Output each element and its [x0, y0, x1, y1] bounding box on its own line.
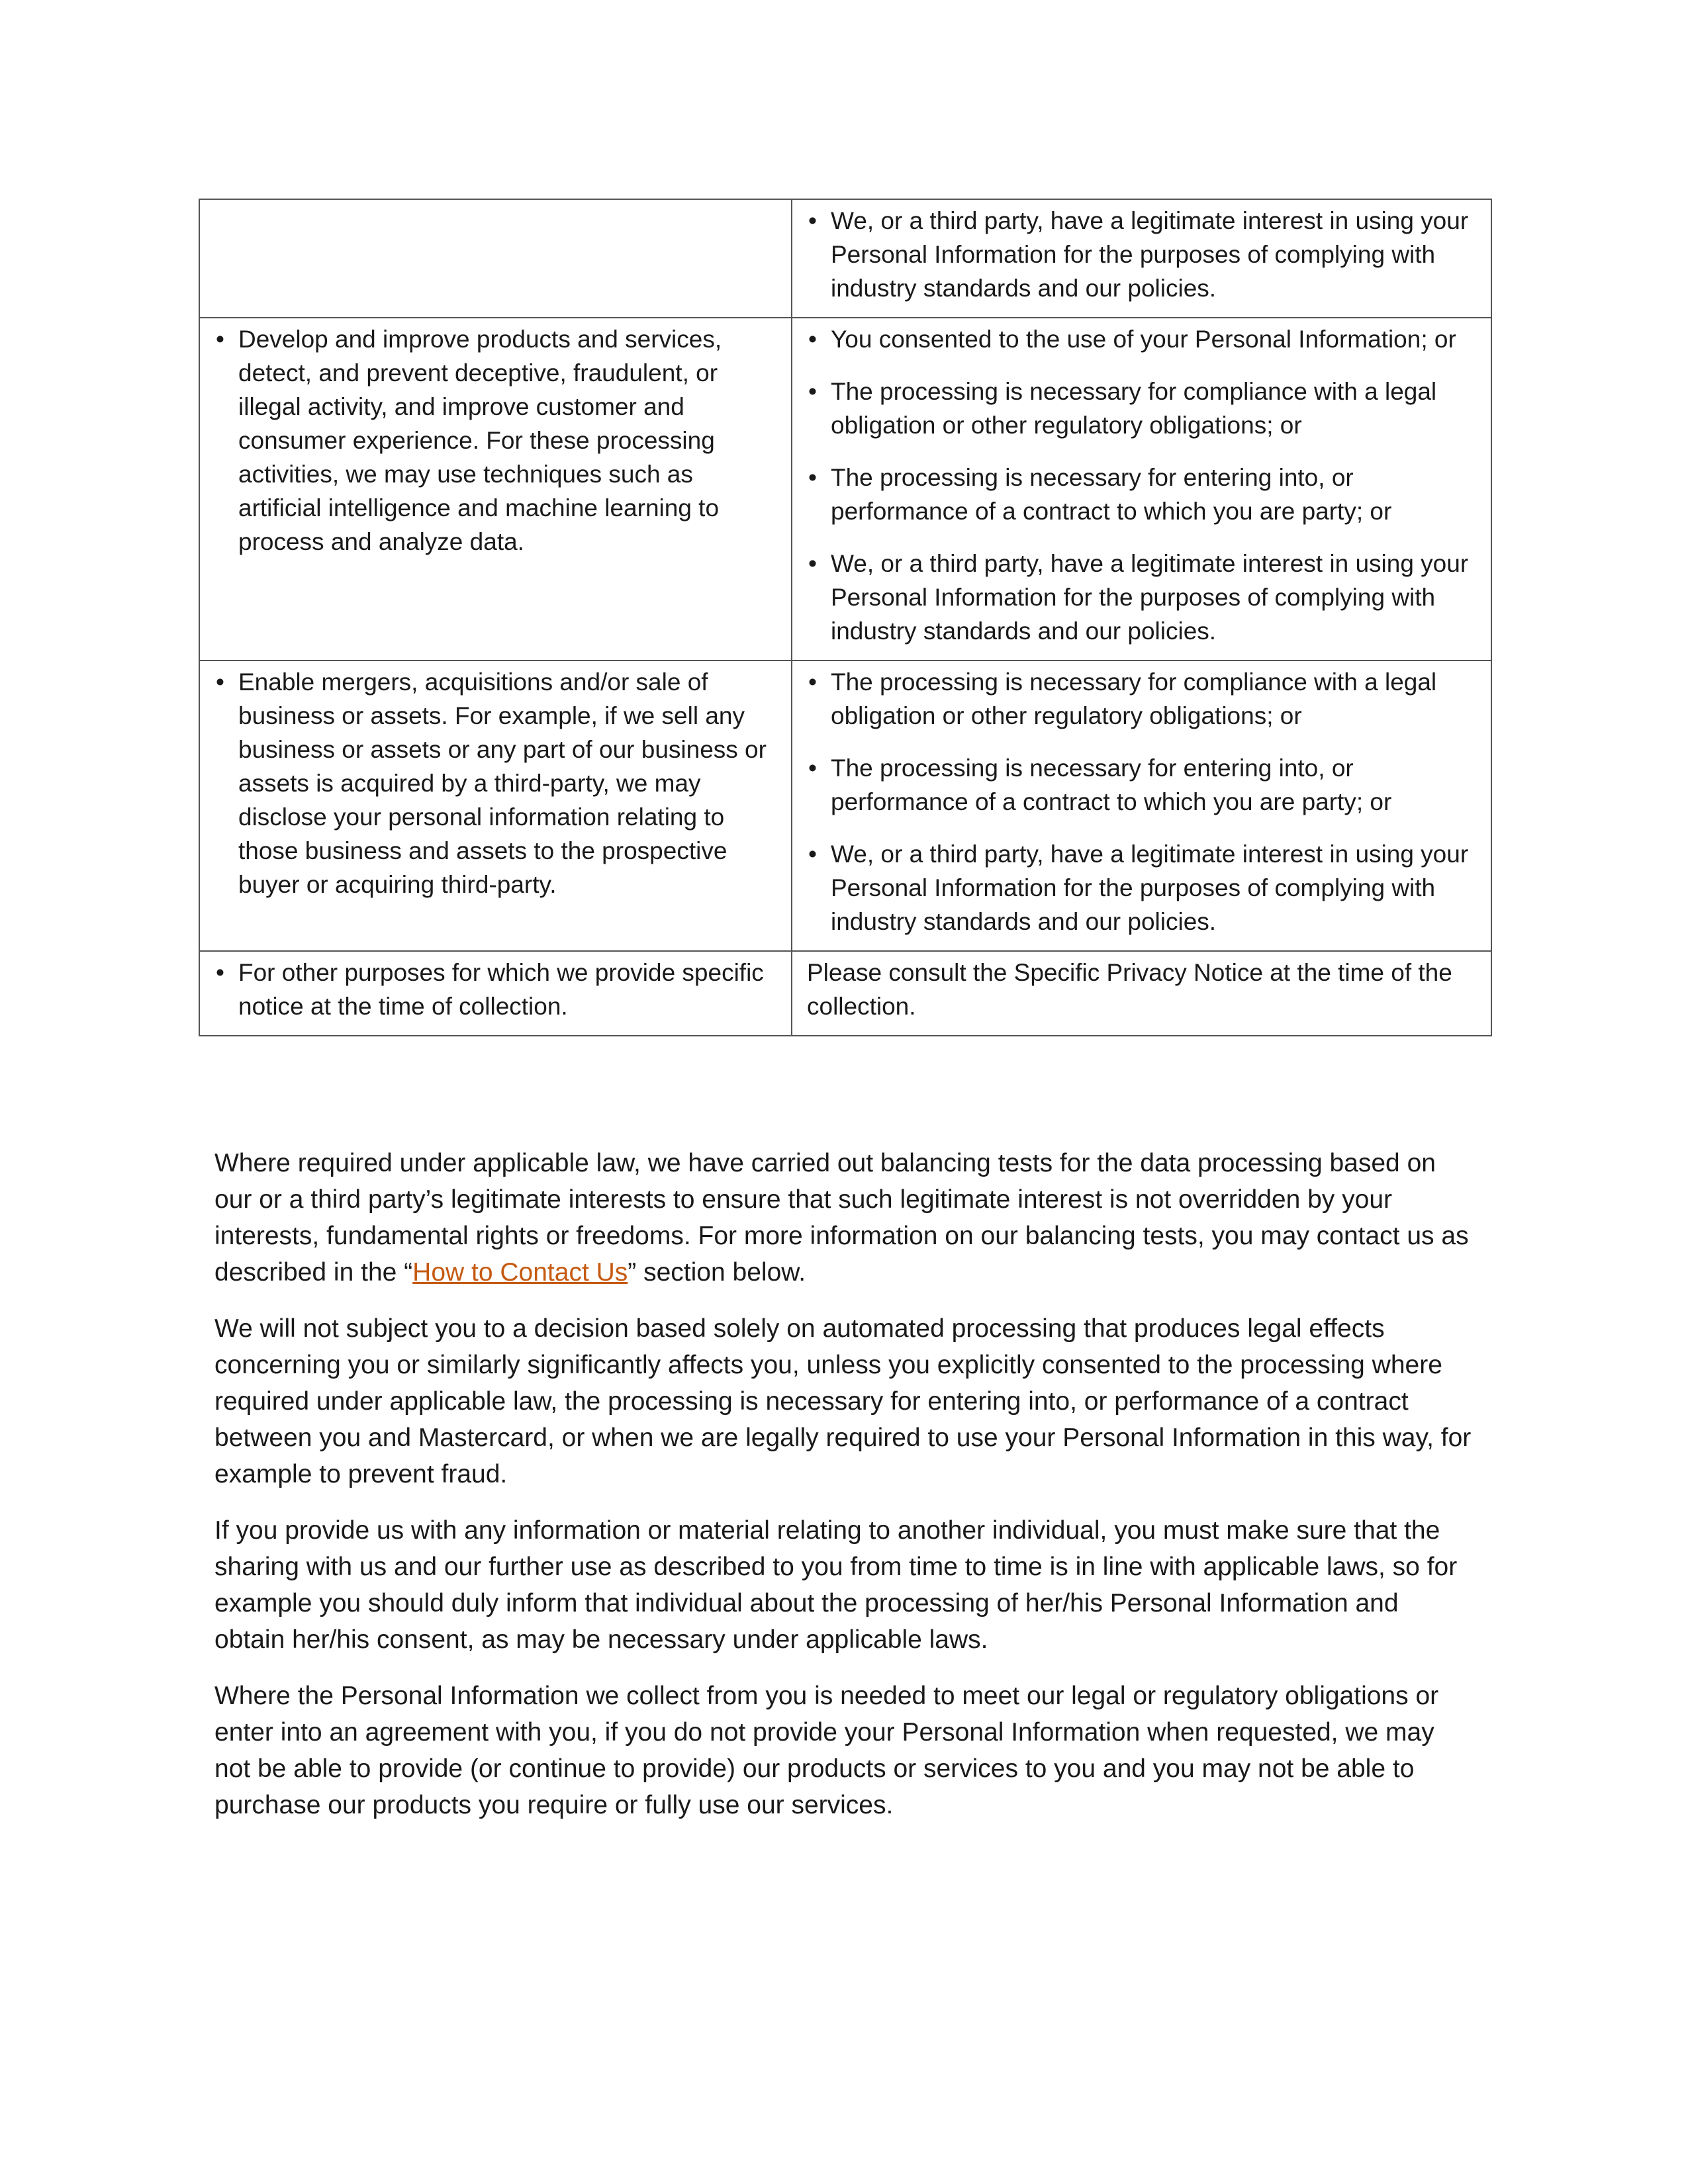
how-to-contact-us-link[interactable]: How to Contact Us: [412, 1258, 628, 1287]
table-cell-legal-basis: [792, 951, 1491, 1036]
list-item: [807, 837, 1476, 938]
table-cell-purpose: [199, 951, 792, 1036]
paragraph-balancing-tests: [214, 1145, 1472, 1291]
paragraph-required-information: Where the Personal Information we collect from you is needed to meet our legal or regulatory obligations or enter into an agreement with you, if you do not provide your Personal Information when requested, we may not be able to provide (or continue to provide) our products or services to you and you may not be able to purchase our products you require or fully use our services.: [214, 1682, 1439, 1819]
list-item-text: We, or a third party, have a legitimate interest in using your Personal Information for the purposes of complying with industry standards and our policies.: [831, 207, 1469, 302]
legal-basis-list: [807, 204, 1476, 305]
list-item-text: The processing is necessary for compliance with a legal obligation or other regulatory obligations; or: [831, 378, 1437, 439]
bullet-icon: •: [808, 378, 817, 405]
table-cell-purpose: [199, 660, 792, 951]
list-item-text: Enable mergers, acquisitions and/or sale of business or assets. For example, if we sell any business or assets or any part of our business or assets is acquired by a third-party, we may disclose your personal information relating to those business and assets to the prospective buyer or acquiring third-party.: [238, 668, 767, 898]
paragraph-automated-processing: We will not subject you to a decision based solely on automated processing that produces legal effects concerning you or similarly significantly affects you, unless you explicitly consented to the processing where required under applicable law, the processing is necessary for entering into, or performance of a contract between you and Mastercard, or when we are legally required to use your Personal Information in this way, for example to prevent fraud.: [214, 1314, 1472, 1488]
table-row: [199, 951, 1491, 1036]
list-item-text: The processing is necessary for compliance with a legal obligation or other regulatory obligations; or: [831, 668, 1437, 729]
table-cell-legal-basis: [792, 318, 1491, 660]
bullet-icon: •: [808, 668, 817, 696]
list-item-text: We, or a third party, have a legitimate interest in using your Personal Information for the purposes of complying with industry standards and our policies.: [831, 841, 1469, 935]
list-item: [807, 547, 1476, 648]
bullet-icon: •: [808, 841, 817, 868]
list-item-text: For other purposes for which we provide specific notice at the time of collection.: [238, 959, 764, 1020]
paragraph-text: Where required under applicable law, we have carried out balancing tests for the data processing based on our or a third party’s legitimate interests to ensure that such legitimate interest is not overridden by your interests, fundamental rights or freedoms. For more information on our balancing tests, you may contact us as described in the “: [214, 1149, 1469, 1287]
list-item: [807, 204, 1476, 305]
list-item: [807, 375, 1476, 442]
cell-text: Please consult the Specific Privacy Notice at the time of the collection.: [807, 959, 1452, 1020]
table-cell-legal-basis: [792, 660, 1491, 951]
list-item-text: We, or a third party, have a legitimate interest in using your Personal Information for the purposes of complying with industry standards and our policies.: [831, 550, 1469, 645]
list-item: [214, 956, 776, 1023]
bullet-icon: •: [808, 207, 817, 234]
list-item: [214, 665, 776, 901]
table-row: [199, 660, 1491, 951]
paragraph-text: ” section below.: [628, 1258, 806, 1287]
purpose-list: [214, 956, 776, 1023]
body-text: [214, 1145, 1472, 1843]
legal-basis-list: [807, 665, 1476, 938]
list-item: [214, 322, 776, 559]
paragraph-third-party-information: If you provide us with any information or material relating to another individual, you must make sure that the sharing with us and our further use as described to you from time to time is in line with applicable laws, so for example you should duly inform that individual about the processing of her/his Personal Information and obtain her/his consent, as may be necessary under applicable laws.: [214, 1516, 1458, 1654]
bullet-icon: •: [216, 959, 224, 986]
table-row: [199, 318, 1491, 660]
list-item-text: You consented to the use of your Personal Information; or: [831, 326, 1456, 353]
bullet-icon: •: [808, 754, 817, 782]
table-cell-purpose: [199, 199, 792, 318]
list-item: [807, 751, 1476, 819]
table-cell-legal-basis: [792, 199, 1491, 318]
bullet-icon: •: [216, 326, 224, 353]
list-item-text: The processing is necessary for entering into, or performance of a contract to which you are party; or: [831, 464, 1392, 525]
legal-basis-list: [807, 322, 1476, 648]
list-item-text: Develop and improve products and services, detect, and prevent deceptive, fraudulent, or illegal activity, and improve customer and consumer experience. For these processing activities, we may use techniques such as artificial intelligence and machine learning to process and analyze data.: [238, 326, 722, 555]
bullet-icon: •: [808, 326, 817, 353]
table-row: [199, 199, 1491, 318]
bullet-icon: •: [808, 464, 817, 491]
legal-basis-table: [199, 199, 1492, 1036]
purpose-list: [214, 665, 776, 901]
list-item: [807, 665, 1476, 733]
list-item: [807, 461, 1476, 528]
purpose-list: [214, 322, 776, 559]
bullet-icon: •: [216, 668, 224, 696]
table-cell-purpose: [199, 318, 792, 660]
list-item-text: The processing is necessary for entering into, or performance of a contract to which you are party; or: [831, 754, 1392, 815]
bullet-icon: •: [808, 550, 817, 577]
list-item: [807, 322, 1476, 356]
